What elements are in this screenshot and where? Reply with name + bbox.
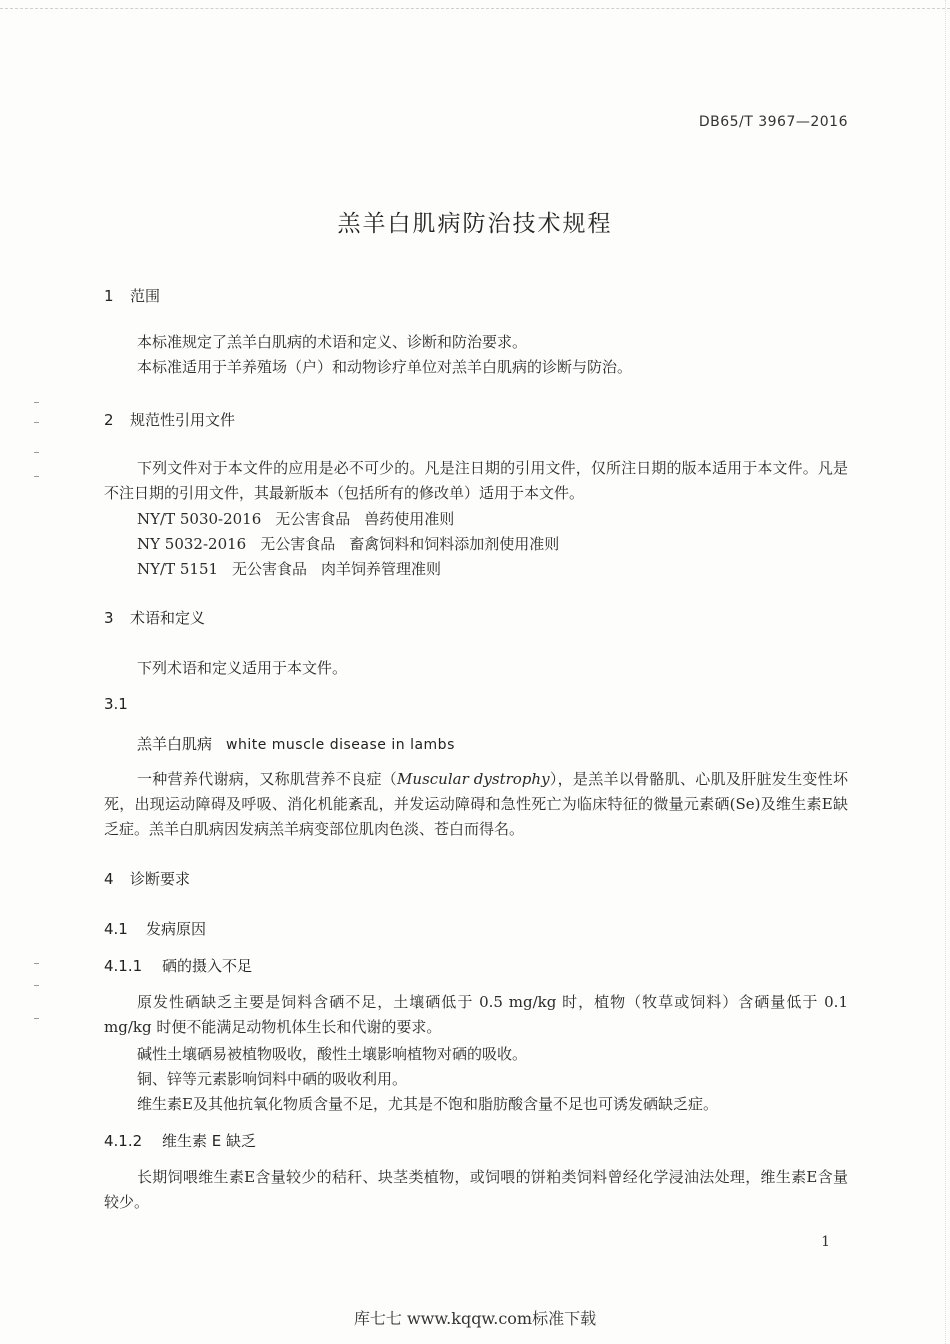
scope-paragraph-1: 本标准规定了羔羊白肌病的术语和定义、诊断和防治要求。: [137, 333, 528, 351]
terms-intro: 下列术语和定义适用于本文件。: [137, 659, 348, 677]
reference-code: NY 5032-2016: [137, 535, 247, 553]
reference-name: 肉羊饲养管理准则: [321, 560, 442, 578]
section-title: 诊断要求: [130, 870, 191, 888]
references-intro: 下列文件对于本文件的应用是必不可少的。凡是注日期的引用文件，仅所注日期的版本适用于本文件。凡是不注日期的引用文件，其最新版本（包括所有的修改单）适用于本文件。: [104, 459, 848, 502]
standard-code: DB65/T 3967—2016: [698, 114, 848, 130]
latin-name: Muscular dystrophy: [397, 770, 550, 788]
section-title: 硒的摄入不足: [162, 957, 253, 975]
reference-name: 兽药使用准则: [364, 510, 455, 528]
scan-mark: [34, 1018, 39, 1019]
reference-code: NY/T 5030-2016: [137, 510, 262, 528]
scope-paragraph-2: 本标准适用于羊养殖场（户）和动物诊疗单位对羔羊白肌病的诊断与防治。: [137, 358, 633, 376]
section-number: 1: [104, 287, 114, 305]
selenium-paragraph-2: 碱性土壤硒易被植物吸收，酸性土壤影响植物对硒的吸收。: [137, 1045, 528, 1063]
scan-mark: [34, 476, 39, 477]
term-chinese: 羔羊白肌病: [137, 735, 213, 753]
definition-text: ），是羔羊以骨骼肌、心肌及肝脏发生变性坏死，出现运动障碍及呼吸、消化机能紊乱，并发运动障碍和急性死亡为临床特征的微量元素硒(Se)及维生素E缺乏症。羔羊白肌病因发病羔羊病变部位肌肉色淡、苍白而得名。: [104, 770, 848, 838]
section-number: 2: [104, 411, 114, 429]
subsection-3-1-number: 3.1: [104, 695, 128, 713]
subsection-4-1-1-heading: [104, 955, 252, 976]
section-2-heading: [104, 409, 235, 430]
reference-code: NY/T 5151: [137, 560, 219, 578]
term-definition: [104, 767, 848, 842]
section-number: 4: [104, 870, 114, 888]
term-entry: [137, 733, 455, 754]
page-number: 1: [821, 1234, 830, 1250]
section-1-heading: [104, 285, 160, 306]
reference-category: 无公害食品: [232, 560, 308, 578]
section-number: 4.1.2: [104, 1132, 143, 1150]
reference-item: [137, 533, 573, 554]
reference-category: 无公害食品: [275, 510, 351, 528]
reference-category: 无公害食品: [260, 535, 336, 553]
selenium-paragraph-1: 原发性硒缺乏主要是饲料含硒不足，土壤硒低于 0.5 mg/kg 时，植物（牧草或饲料）含硒量低于 0.1 mg/kg 时便不能满足动物机体生长和代谢的要求。: [104, 993, 848, 1036]
section-title: 发病原因: [146, 920, 207, 938]
scan-edge-right: [945, 0, 948, 1344]
term-english: white muscle disease in lambs: [226, 737, 455, 753]
section-number: 3: [104, 609, 114, 627]
scan-mark: [34, 963, 39, 964]
reference-item: [137, 558, 455, 579]
section-title: 规范性引用文件: [130, 411, 236, 429]
footer-watermark: 库七七 www.kqqw.com标准下载: [353, 1309, 597, 1328]
scan-mark: [34, 452, 39, 453]
scan-edge-top: [0, 0, 950, 9]
section-title: 范围: [130, 287, 161, 305]
reference-name: 畜禽饲料和饲料添加剂使用准则: [349, 535, 560, 553]
document-title: 羔羊白肌病防治技术规程: [337, 211, 613, 237]
selenium-paragraph-4: 维生素E及其他抗氧化物质含量不足，尤其是不饱和脂肪酸含量不足也可诱发硒缺乏症。: [137, 1095, 718, 1113]
subsection-4-1-heading: [104, 918, 206, 939]
section-number: 4.1.1: [104, 957, 143, 975]
scan-mark: [34, 402, 39, 403]
selenium-paragraph-3: 铜、锌等元素影响饲料中硒的吸收利用。: [137, 1070, 408, 1088]
scan-mark: [34, 422, 39, 423]
section-number: 4.1: [104, 920, 128, 938]
reference-item: [137, 508, 468, 529]
section-title: 术语和定义: [130, 609, 206, 627]
definition-text: 一种营养代谢病，又称肌营养不良症（: [137, 770, 398, 788]
vitamin-e-paragraph: 长期饲喂维生素E含量较少的秸秆、块茎类植物，或饲喂的饼粕类饲料曾经化学浸油法处理，维生素E含量较少。: [104, 1168, 848, 1211]
section-4-heading: [104, 868, 190, 889]
scan-mark: [34, 985, 39, 986]
section-3-heading: [104, 607, 205, 628]
section-title: 维生素 E 缺乏: [162, 1132, 257, 1150]
subsection-4-1-2-heading: [104, 1130, 256, 1151]
